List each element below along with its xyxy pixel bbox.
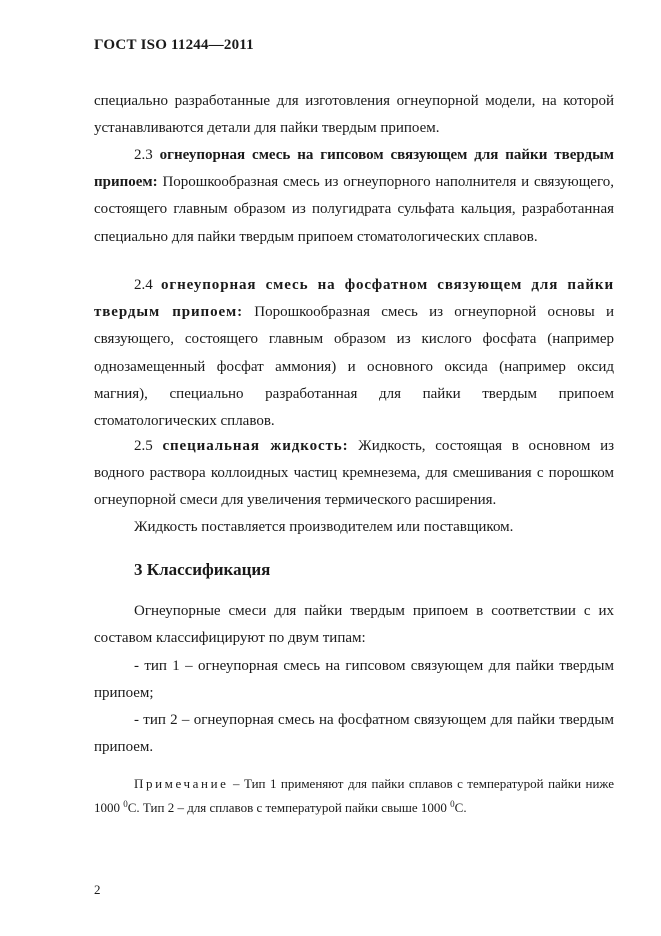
- page-number: 2: [94, 882, 101, 897]
- clause-number: 2.4: [134, 277, 153, 293]
- note-text: – Тип 1 применяют для пайки сплавов с температурой пайки ниже 1000: [94, 776, 614, 815]
- clause-number: 2.3: [134, 147, 153, 163]
- clause-term: огнеупорная смесь на гипсовом связующем для пайки твердым припоем:: [94, 147, 615, 191]
- note-text: С. Тип 2 – для сплавов с температурой пайки свыше 1000: [127, 800, 451, 815]
- note-text: С.: [454, 800, 467, 815]
- clause-2-5-note: Жидкость поставляется производителем или поставщиком.: [134, 519, 514, 535]
- list-item-type-1: - тип 1 – огнеупорная смесь на гипсовом связующем для пайки твердым припоем;: [94, 658, 614, 702]
- clause-2-4: [94, 272, 614, 435]
- clause-term: специальная жидкость:: [162, 438, 349, 454]
- section-intro: Огнеупорные смеси для пайки твердым припоем в соответствии с их составом классифицируют по двум типам:: [94, 603, 614, 647]
- note-paragraph: [94, 772, 614, 820]
- clause-2-3: [94, 142, 614, 251]
- list-item-type-2: - тип 2 – огнеупорная смесь на фосфатном связующем для пайки твердым припоем.: [94, 712, 614, 756]
- document-header: ГОСТ ISO 11244—2011: [94, 37, 254, 53]
- paragraph-continuation: специально разработанные для изготовления огнеупорной модели, на которой устанавливаются детали для пайки твердым припоем.: [94, 93, 614, 137]
- clause-number: 2.5: [134, 438, 153, 454]
- clause-text: Порошкообразная смесь из огнеупорной основы и связующего, состоящего главным образом из кислого фосфата (например однозамещенный фосфат аммония) и основного оксида (например оксид магния), специально разработанная для пайки твердым припоем стоматологических сплавов.: [94, 304, 614, 430]
- clause-text: Жидкость, состоящая в основном из водного раствора коллоидных частиц кремнезема, для смешивания с порошком огнеупорной смеси для увеличения термического расширения.: [94, 438, 615, 509]
- clause-text: Порошкообразная смесь из огнеупорного наполнителя и связующего, состоящего главным образом из полугидрата сульфата кальция, разработанная специально для пайки твердым припоем стоматологических сплавов.: [94, 174, 614, 245]
- note-lead: Примечание: [134, 776, 229, 791]
- clause-term: огнеупорная смесь на фосфатном связующем для пайки твердым припоем:: [94, 277, 614, 321]
- note-degree: 0: [123, 799, 128, 809]
- clause-2-5: [94, 433, 614, 515]
- note-degree: 0: [450, 799, 455, 809]
- section-heading: 3 Классификация: [134, 560, 271, 579]
